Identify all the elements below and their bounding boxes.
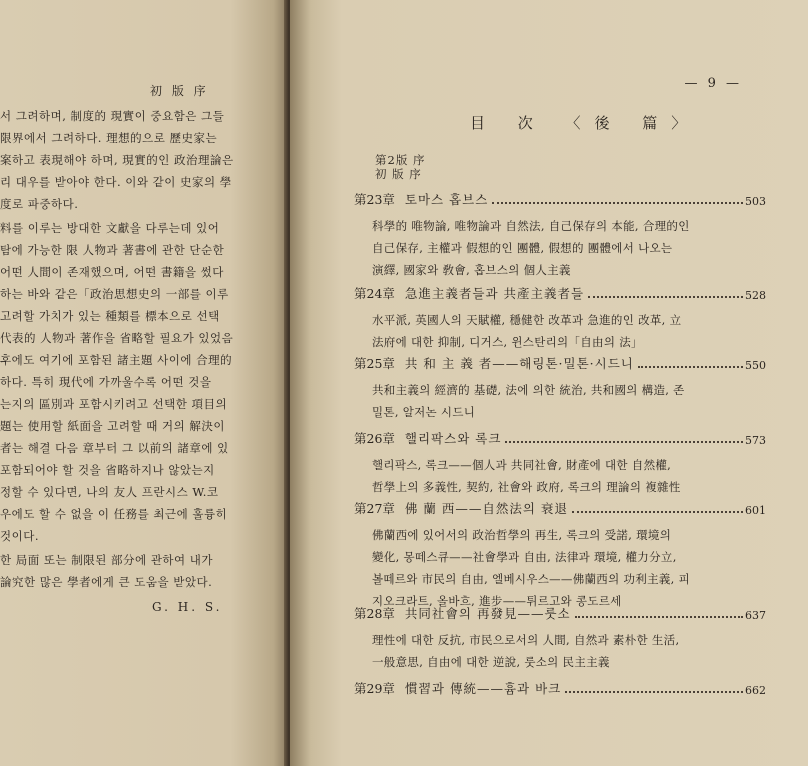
leader-dots <box>565 691 743 693</box>
preface-line: 포함되어야 할 것을 省略하지나 않았는지 <box>0 463 215 477</box>
chapter-subtopics: 밀톤, 알저논 시드니 <box>372 405 476 419</box>
right-page <box>290 0 808 766</box>
chapter-page-number: 662 <box>745 684 766 697</box>
author-signature: G. H. S. <box>152 600 223 614</box>
chapter-subtopics: 變化, 몽떼스큐——社會學과 自由, 法律과 環境, 權力分立, <box>372 550 677 564</box>
chapter-number: 第26章 <box>354 431 395 446</box>
preface-line: 탐에 가능한 限 人物과 著書에 관한 단순한 <box>0 243 225 257</box>
chapter-subtopics: 哲學上의 多義性, 契約, 社會와 政府, 록크의 理論의 複雜性 <box>372 480 681 494</box>
chapter-subtopics: 佛蘭西에 있어서의 政治哲學의 再生, 록크의 受諾, 環境의 <box>372 528 672 542</box>
chapter-number: 第28章 <box>354 606 395 621</box>
preface-line: 후에도 여기에 포함된 諸主題 사이에 合理的 <box>0 353 233 367</box>
preface-line: 우에도 할 수 없을 이 任務를 최근에 훌륭히 <box>0 507 228 521</box>
chapter-title: 共 和 主 義 者——해링톤·밀톤·시드니 <box>404 356 634 371</box>
chapter-page-number: 601 <box>745 504 766 517</box>
leader-dots <box>492 202 743 204</box>
chapter-title: 共同社會의 再發見——룻소 <box>404 606 571 621</box>
chapter-title: 急進主義者들과 共產主義者들 <box>404 286 585 301</box>
chapter-number: 第29章 <box>354 681 395 696</box>
chapter-number: 第24章 <box>354 286 395 301</box>
leader-dots <box>588 296 743 298</box>
chapter-subtopics: 法府에 대한 抑制, 디거스, 윈스탄리의「自由의 法」 <box>372 335 643 349</box>
toc-chapter-entry <box>354 354 766 372</box>
toc-pre-item: 第2版 序 <box>375 153 426 167</box>
chapter-subtopics: 핼리팍스, 록크——個人과 共同社會, 財產에 대한 自然權, <box>372 458 672 472</box>
toc-chapter-entry <box>354 284 766 302</box>
chapter-page-number: 550 <box>745 359 766 372</box>
leader-dots <box>638 366 743 368</box>
preface-line: 하는 바와 같은「政治思想史의 一部를 이루 <box>0 287 229 301</box>
preface-line: 限界에서 그려하다. 理想的으로 歷史家는 <box>0 131 218 145</box>
chapter-subtopics: 理性에 대한 反抗, 市民으로서의 人間, 自然과 素朴한 生活, <box>372 633 680 647</box>
chapter-subtopics: 一般意思, 自由에 대한 逆說, 룻소의 民主主義 <box>372 655 610 669</box>
preface-line: 고려할 가치가 있는 種類를 標本으로 선택 <box>0 309 220 323</box>
chapter-subtopics: 科學的 唯物論, 唯物論과 自然法, 自己保存의 本能, 合理的인 <box>372 219 690 233</box>
chapter-page-number: 503 <box>745 195 766 208</box>
preface-line: 者는 해결 다음 章부터 그 以前의 諸章에 있 <box>0 441 229 455</box>
toc-title: 目 次 〈後 篇〉 <box>470 114 701 132</box>
page-number: — 9 — <box>684 76 742 91</box>
toc-chapter-entry <box>354 190 766 208</box>
chapter-title: 佛 蘭 西——自然法의 衰退 <box>404 501 568 516</box>
chapter-number: 第25章 <box>354 356 395 371</box>
chapter-subtopics: 볼떼르와 市民의 自由, 엘베시우스——佛蘭西의 功利主義, 피 <box>372 572 690 586</box>
chapter-title: 토마스 홉브스 <box>404 192 489 207</box>
chapter-subtopics: 共和主義의 經濟的 基礎, 法에 의한 統治, 共和國의 構造, 존 <box>372 383 685 397</box>
preface-line: 는지의 區別과 포함시키려고 선택한 項目의 <box>0 397 228 411</box>
leader-dots <box>505 441 743 443</box>
toc-chapter-entry <box>354 429 766 447</box>
toc-pre-item: 初 版 序 <box>375 167 422 181</box>
chapter-subtopics: 水平派, 英國人의 天賦權, 穩健한 改革과 急進的인 改革, 立 <box>372 313 682 327</box>
chapter-page-number: 573 <box>745 434 766 447</box>
preface-line: 代表的 人物과 著作을 省略할 필요가 있었음 <box>0 331 234 345</box>
chapter-subtopics: 演繹, 國家와 敎會, 홉브스의 個人主義 <box>372 263 571 277</box>
chapter-subtopics: 自己保存, 主權과 假想的인 團體, 假想的 團體에서 나오는 <box>372 241 673 255</box>
preface-line: 한 局面 또는 制限된 部分에 관하여 내가 <box>0 553 214 567</box>
preface-line: 정할 수 있다면, 나의 友人 프란시스 W.코 <box>0 485 219 499</box>
chapter-number: 第23章 <box>354 192 395 207</box>
chapter-title: 慣習과 傳統——흄과 바크 <box>404 681 562 696</box>
preface-line: 案하고 表現해야 하며, 現實的인 政治理論은 <box>0 153 234 167</box>
preface-line: 題는 使用할 紙面을 고려할 때 거의 解決이 <box>0 419 226 433</box>
preface-line: 料를 이루는 방대한 文獻을 다루는데 있어 <box>0 221 220 235</box>
leader-dots <box>572 511 743 513</box>
leader-dots <box>575 616 743 618</box>
chapter-number: 第27章 <box>354 501 395 516</box>
preface-line: 論究한 많은 學者에게 큰 도움을 받았다. <box>0 575 213 589</box>
preface-line: 하다. 특히 現代에 가까울수록 어떤 것을 <box>0 375 212 389</box>
chapter-page-number: 637 <box>745 609 766 622</box>
preface-line: 어떤 人間이 존재했으며, 어떤 書籍을 썼다 <box>0 265 224 279</box>
chapter-title: 핼리팍스와 록크 <box>404 431 502 446</box>
preface-line: 것이다. <box>0 529 39 543</box>
toc-chapter-entry <box>354 679 766 697</box>
chapter-page-number: 528 <box>745 289 766 302</box>
left-page <box>0 0 288 766</box>
chapter-subtopics: 지오크라트, 올바흐, 進步——튀르고와 콩도르세 <box>372 594 622 608</box>
preface-line: 리 대우를 받아야 한다. 이와 같이 史家의 學 <box>0 175 232 189</box>
preface-line: 度로 파중하다. <box>0 197 79 211</box>
running-header: 初 版 序 <box>150 84 209 98</box>
toc-chapter-entry <box>354 499 766 517</box>
toc-chapter-entry <box>354 604 766 622</box>
preface-line: 서 그려하며, 制度的 現實이 중요함은 그들 <box>0 109 225 123</box>
